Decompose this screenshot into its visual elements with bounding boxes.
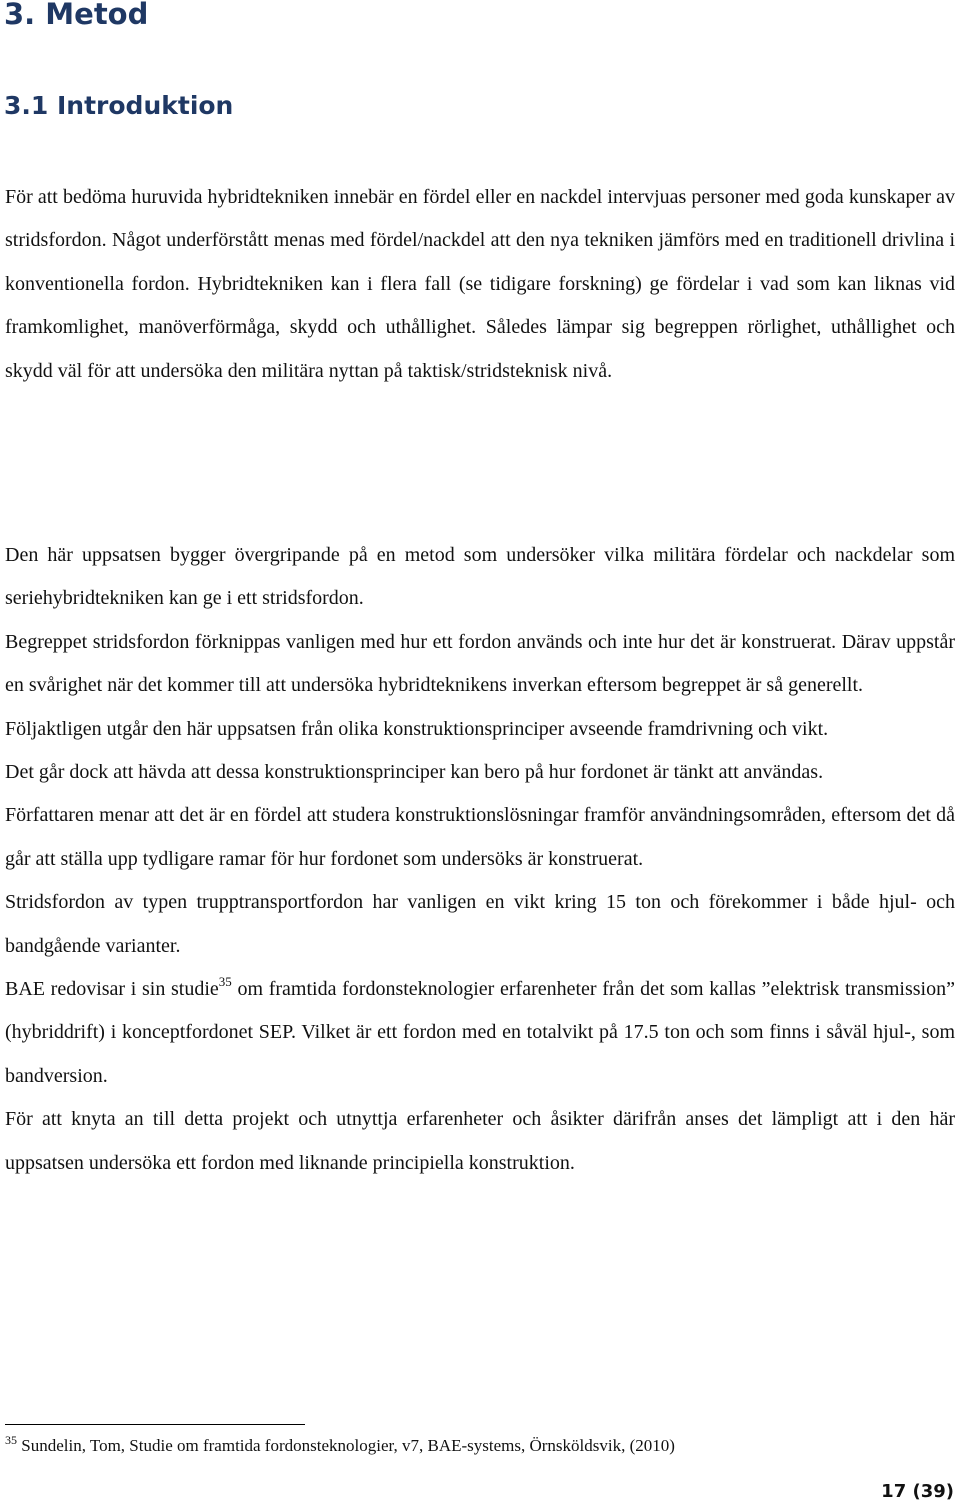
footnote: [5, 1434, 955, 1458]
paragraph: Den här uppsatsen bygger övergripande på en metod som undersöker vilka militära fördelar och nackdelar som seriehybridtekniken kan ge i ett stridsfordon.: [5, 544, 955, 610]
footnote-number: 35: [5, 1433, 17, 1447]
sentence: Något underförstått menas med fördel/nackdel att den nya tekniken jämförs med en traditionell drivlina i konventionella fordon.: [5, 229, 956, 295]
final-paragraph: För att knyta an till detta projekt och utnyttja erfarenheter och åsikter därifrån anses det lämpligt att i den här uppsatsen undersöka ett fordon med liknande principiella konstruktion.: [5, 1108, 955, 1174]
sentence: Således lämpar sig begreppen rörlighet, uthållighet och skydd väl för att undersöka den militära nyttan på taktisk/stridsteknisk nivå.: [5, 316, 956, 382]
method-block: [5, 534, 955, 1185]
paragraph: Begreppet stridsfordon förknippas vanligen med hur ett fordon används och inte hur det är konstruerat. Därav uppstår en svårighet när det kommer till att undersöka hybridteknikens inverkan eftersom begreppet är så generellt.: [5, 630, 955, 697]
bae-paragraph: [5, 968, 955, 1098]
sentence: Hybridtekniken kan i flera fall (se tidigare forskning) ge fördelar i vad som kan liknas vid framkomlighet, manöverförmåga, skydd och uthållighet.: [5, 272, 955, 339]
sentence: För att bedöma huruvida hybridtekniken innebär en fördel eller en nackdel intervjuas personer med goda kunskaper av stridsfordon.: [5, 186, 955, 252]
page-number: 17 (39): [881, 1481, 954, 1502]
footnote-separator: [5, 1424, 305, 1425]
intro-block: [5, 176, 955, 393]
bae-text-start: BAE redovisar i sin studie: [5, 978, 219, 1001]
chapter-heading: 3. Metod: [4, 0, 149, 31]
paragraph: Det går dock att hävda att dessa konstruktionsprinciper kan bero på hur fordonet är tänkt att användas.: [5, 761, 824, 784]
paragraph: Författaren menar att det är en fördel att studera konstruktionslösningar framför användningsområden, eftersom det då går att ställa upp tydligare ramar för hur fordonet som undersöks är konstruerat.: [5, 804, 955, 870]
bae-text-end: om framtida fordonsteknologier erfarenheter från det som kallas ”elektrisk transmission” (hybriddrift) i konceptfordonet SEP. Vilket är ett fordon med en totalvikt på 17.5 ton och som finns i såväl hjul-, som bandversion.: [5, 978, 955, 1087]
section-heading: 3.1 Introduktion: [4, 91, 234, 120]
intro-paragraph: [5, 176, 955, 393]
paragraph: Följaktligen utgår den här uppsatsen från olika konstruktionsprinciper avseende framdrivning och vikt.: [5, 717, 829, 740]
footnote-reference[interactable]: 35: [218, 974, 232, 990]
footnote-text: Sundelin, Tom, Studie om framtida fordonsteknologier, v7, BAE-systems, Örnsköldsvik, (2010): [17, 1436, 675, 1455]
paragraph: Stridsfordon av typen trupptransportfordon har vanligen en vikt kring 15 ton och förekommer i både hjul- och bandgående varianter.: [5, 891, 955, 957]
